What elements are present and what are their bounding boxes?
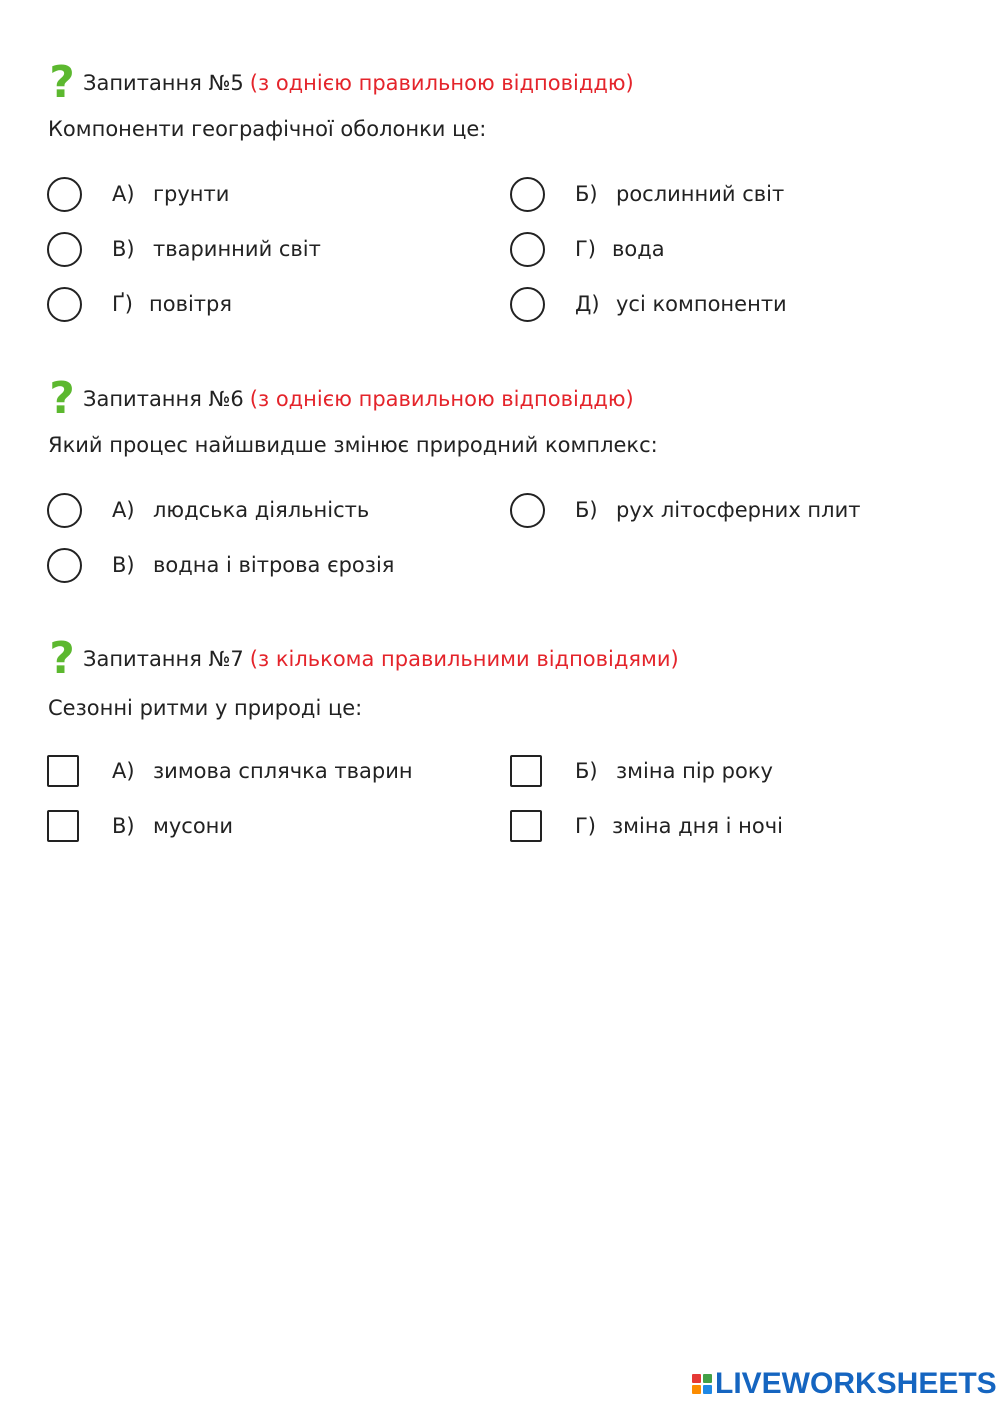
option-g[interactable] [47, 286, 232, 322]
checkbox[interactable] [47, 810, 79, 842]
logo-square [692, 1374, 701, 1383]
option-text: людська діяльність [153, 498, 370, 522]
option-letter: Б) [575, 759, 598, 783]
option-text: зимова сплячка тварин [153, 759, 413, 783]
question-7 [0, 633, 1000, 854]
question-type: (з однією правильною відповіддю) [249, 71, 634, 95]
radio-button[interactable] [47, 287, 82, 322]
question-text: Компоненти географічної оболонки це: [48, 117, 487, 141]
option-letter: Б) [575, 182, 598, 206]
option-text: усі компоненти [616, 292, 787, 316]
question-mark-icon: ? [49, 373, 75, 424]
question-5 [0, 57, 1000, 333]
option-v[interactable] [47, 231, 321, 267]
option-letter: Б) [575, 498, 598, 522]
option-text: грунти [153, 182, 230, 206]
question-text: Який процес найшвидше змінює природний комплекс: [48, 433, 658, 457]
radio-button[interactable] [510, 493, 545, 528]
checkbox[interactable] [47, 755, 79, 787]
option-letter: Д) [575, 292, 600, 316]
option-a[interactable] [47, 176, 229, 212]
logo-text: LIVEWORKSHEETS [715, 1367, 997, 1400]
checkbox[interactable] [510, 755, 542, 787]
option-text: рух літосферних плит [616, 498, 861, 522]
question-mark-icon: ? [49, 633, 75, 684]
option-letter: А) [112, 498, 135, 522]
option-text: водна і вітрова єрозія [153, 553, 395, 577]
radio-button[interactable] [47, 177, 82, 212]
question-type: (з однією правильною відповіддю) [249, 387, 634, 411]
option-text: мусони [153, 814, 234, 838]
question-header [46, 373, 634, 424]
question-title: Запитання №5 (з однією правильною відповіддю) [83, 71, 634, 95]
logo-square [703, 1374, 712, 1383]
option-v[interactable] [47, 547, 394, 583]
radio-button[interactable] [47, 548, 82, 583]
option-text: вода [612, 237, 665, 261]
option-b[interactable] [510, 492, 860, 528]
option-letter: А) [112, 182, 135, 206]
question-text: Сезонні ритми у природі це: [48, 696, 363, 720]
question-mark-icon: ? [49, 57, 75, 108]
radio-button[interactable] [47, 493, 82, 528]
logo-icon [692, 1374, 712, 1394]
question-6 [0, 373, 1000, 589]
option-v[interactable] [47, 808, 233, 844]
radio-button[interactable] [47, 232, 82, 267]
option-letter: А) [112, 759, 135, 783]
option-text: рослинний світ [616, 182, 785, 206]
option-text: тваринний світ [153, 237, 321, 261]
option-h[interactable] [510, 231, 665, 267]
question-title: Запитання №7 (з кількома правильними відповідями) [83, 647, 679, 671]
option-b[interactable] [510, 176, 784, 212]
question-title: Запитання №6 (з однією правильною відповіддю) [83, 387, 634, 411]
option-letter: В) [112, 553, 135, 577]
liveworksheets-logo [692, 1369, 997, 1399]
logo-square [692, 1385, 701, 1394]
option-letter: Г) [575, 237, 596, 261]
question-type: (з кількома правильними відповідями) [249, 647, 679, 671]
option-a[interactable] [47, 753, 413, 789]
option-text: зміна пір року [616, 759, 773, 783]
question-header [46, 633, 679, 684]
checkbox[interactable] [510, 810, 542, 842]
option-letter: В) [112, 237, 135, 261]
option-letter: Г) [575, 814, 596, 838]
option-text: зміна дня і ночі [612, 814, 784, 838]
radio-button[interactable] [510, 177, 545, 212]
option-letter: В) [112, 814, 135, 838]
option-letter: Ґ) [112, 292, 133, 316]
option-h[interactable] [510, 808, 783, 844]
option-b[interactable] [510, 753, 773, 789]
radio-button[interactable] [510, 287, 545, 322]
option-a[interactable] [47, 492, 369, 528]
logo-square [703, 1385, 712, 1394]
option-text: повітря [149, 292, 232, 316]
question-header [46, 57, 634, 108]
radio-button[interactable] [510, 232, 545, 267]
option-d[interactable] [510, 286, 787, 322]
